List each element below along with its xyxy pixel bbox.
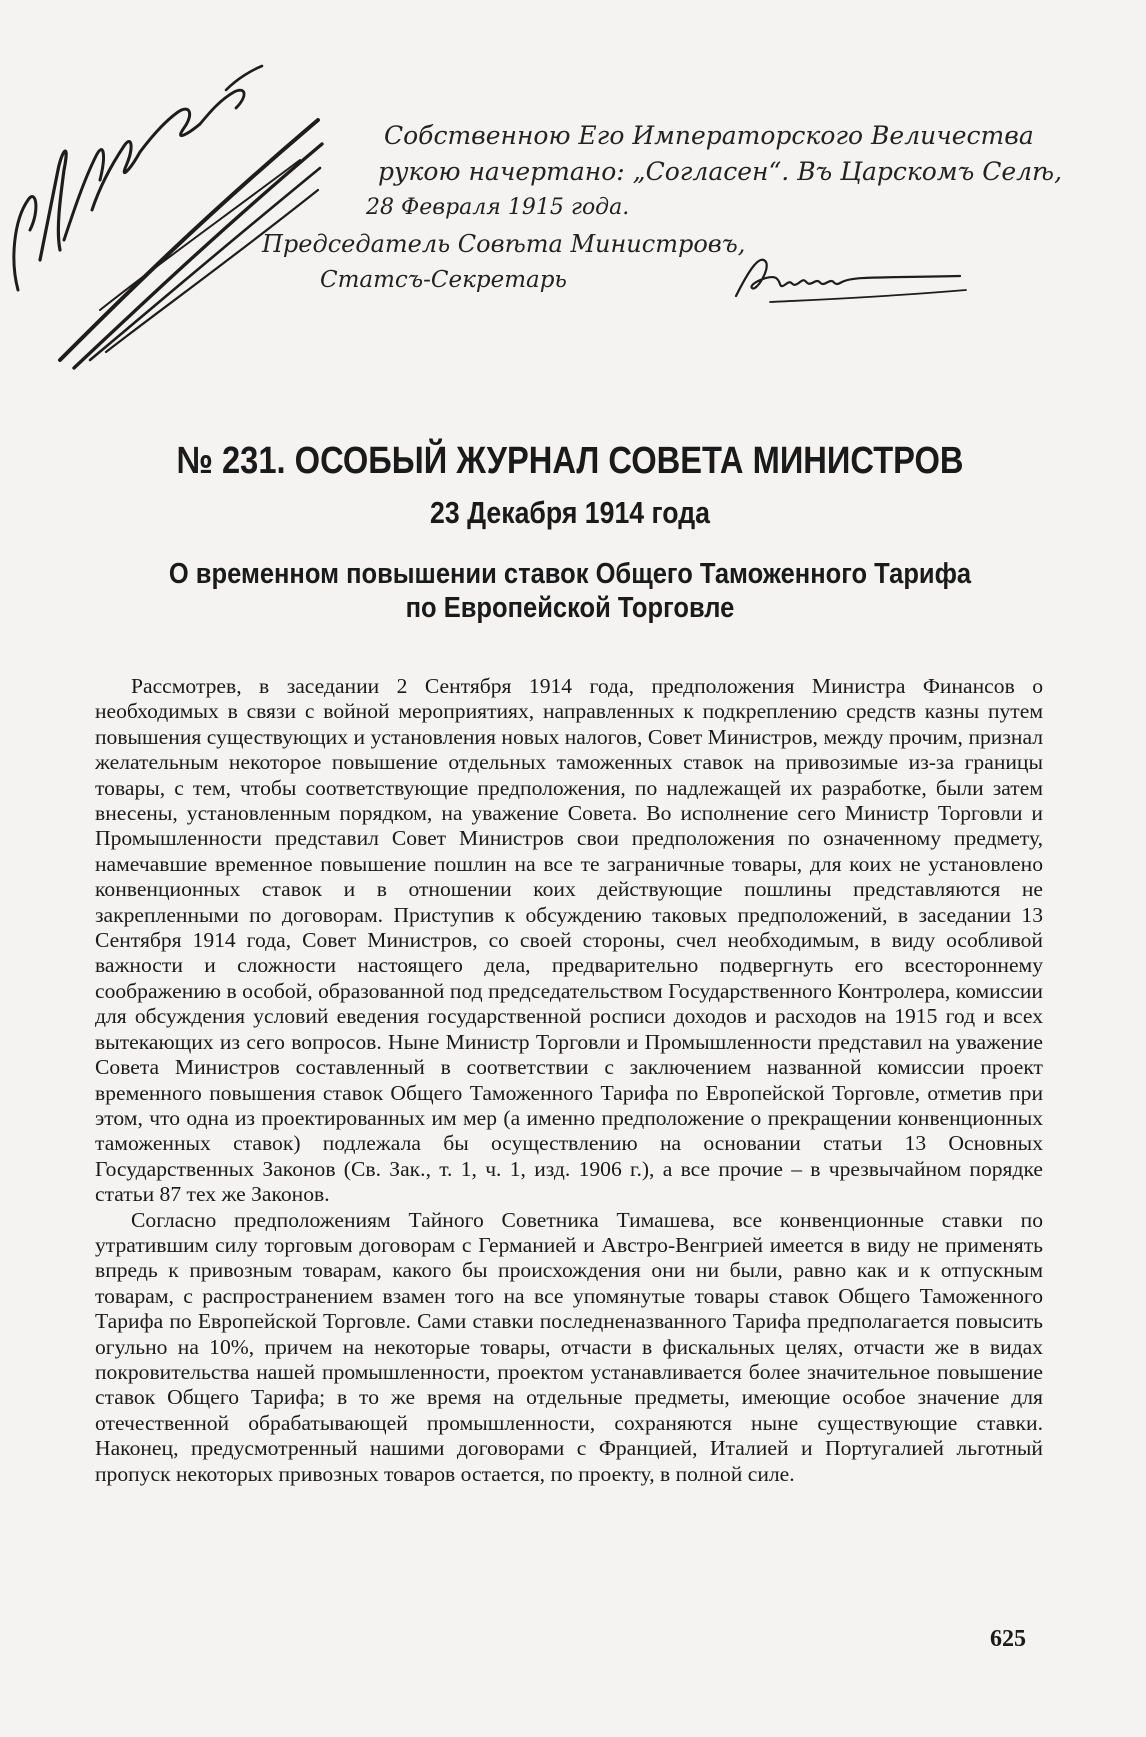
body-paragraph-2: Согласно предположениям Тайного Советника Тимашева, все конвенционные ставки по утратившим силу торговым договорам с Германией и Австро-Венгрией имеется в виду не применять впредь к привозным товарам, какого бы происхождения они ни были, равно как и к отпускным товарам, с распространением взамен того на все упомянутые товары ставок Общего Таможенного Тарифа по Европейской Торговле. Сами ставки последненазванного Тарифа предполагается повысить огульно на 10%, причем на некоторые товары, отчасти в фискальных целях, отчасти же в видах покровительства нашей промышленности, проектом устанавливается более значительное повышение ставок Общего Тарифа; в то же время на отдельные предметы, имеющие особое значение для отечественной обрабатывающей промышленности, сохраняются ныне существующие ставки. Наконец, предусмотренный нашими договорами с Францией, Италией и Португалией льготный пропуск некоторых привозных товаров остается, по проекту, в полной силе. <box>95 1207 1043 1486</box>
document-date: 23 Декабря 1914 года <box>430 495 710 530</box>
document-heading <box>100 440 1040 625</box>
document-title: № 231. ОСОБЫЙ ЖУРНАЛ СОВЕТА МИНИСТРОВ <box>176 440 964 482</box>
resolution-line-1: Собственною Его Императорского Величества <box>384 121 1034 150</box>
body-paragraph-1: Рассмотрев, в заседании 2 Сентября 1914 года, предположения Министра Финансов о необходимых в связи с войной мероприятиях, направленных к подкреплению средств казны путем повышения существующих и установления новых налогов, Совет Министров, между прочим, признал желательным некоторое повышение отдельных таможенных ставок на привозимые из-за границы товары, с тем, чтобы соответствующие предположения, по надлежащей их разработке, были затем внесены, установленным порядком, на уважение Совета. Во исполнение сего Министр Торговли и Промышленности представил Совет Министров свои предположения по означенному предмету, намечавшие временное повышение пошлин на все те заграничные товары, для коих не установлено конвенционных ставок и в отношении коих действующие пошлины представляются не закрепленными по договорам. Приступив к обсуждению таковых предположений, в заседании 13 Сентября 1914 года, Совет Министров, со своей стороны, счел необходимым, в виду особливой важности и сложности настоящего дела, предварительно подвергнуть его всестороннему соображению в особой, образованной под председательством Государственного Контролера, комиссии для обсуждения условий еведения государственной росписи доходов и расходов на 1915 год и всех вытекающих из сего вопросов. Ныне Министр Торговли и Промышленности представил на уважение Совета Министров составленный в соответствии с заключением названной комиссии проект временного повышения ставок Общего Таможенного Тарифа по Европейской Торговле, отметив при этом, что одна из проектированных им мер (а именно предположение о прекращении конвенционных таможенных ставок) подлежала бы осуществлению на основании статьи 13 Основных Государственных Законов (Св. Зак., т. 1, ч. 1, изд. 1906 г.), а все прочие – в чрезвычайном порядке статьи 87 тех же Законов. <box>95 674 1043 1207</box>
resolution-line-2: рукою начертано: „Согласен“. Въ Царскомъ Селѣ, <box>378 157 1063 186</box>
document-subject: О временном повышении ставок Общего Таможенного Тарифа по Европейской Торговле <box>168 558 972 624</box>
resolution-line-4: Председатель Совѣта Министровъ, <box>262 230 746 258</box>
page-number: 625 <box>990 1626 1026 1652</box>
handwritten-resolution-mark <box>0 60 330 380</box>
resolution-line-5: Статсъ-Секретарь <box>320 267 567 293</box>
chairman-signature <box>730 248 970 308</box>
resolution-line-3: 28 Февраля 1915 года. <box>366 195 630 220</box>
document-body <box>95 674 1043 1487</box>
